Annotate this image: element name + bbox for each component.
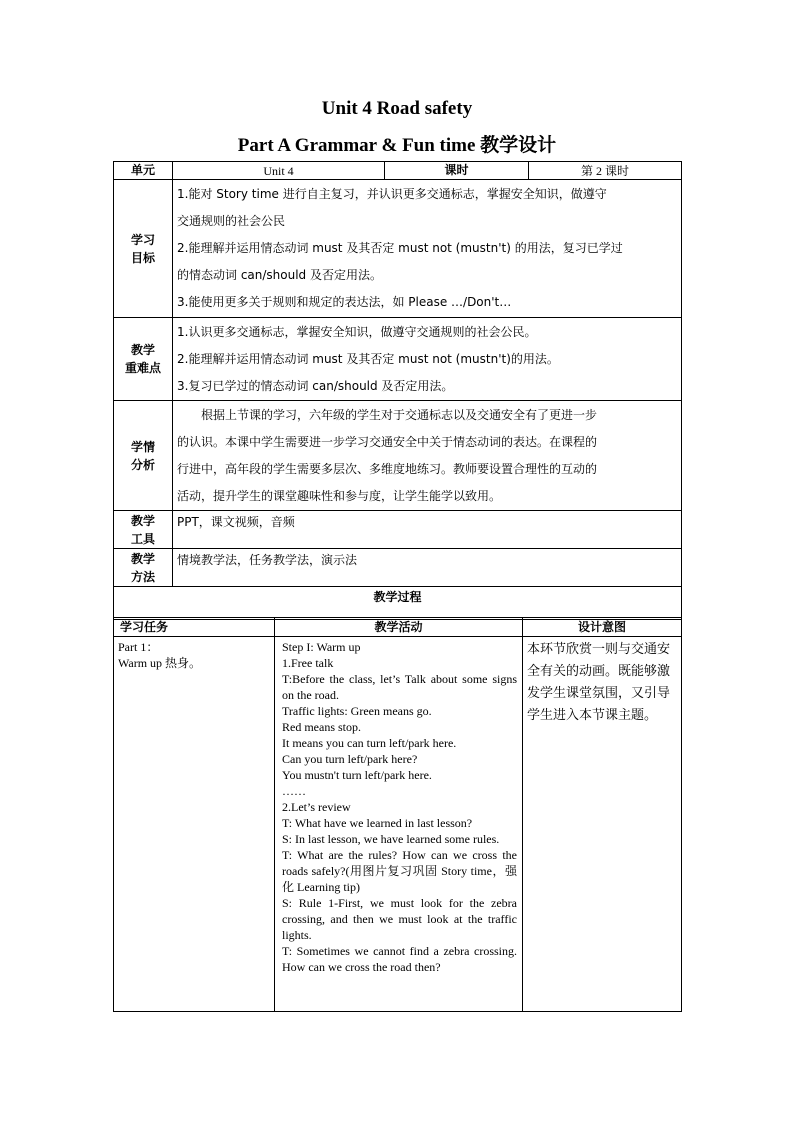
process-row-warm-up xyxy=(114,637,682,1012)
methods-row xyxy=(114,549,682,587)
unit-row xyxy=(114,162,682,180)
document-title: Unit 4 Road safety xyxy=(321,98,473,119)
intent-header: 设计意图 xyxy=(523,618,682,637)
lesson-info-table xyxy=(113,161,682,620)
task-header: 学习任务 xyxy=(114,618,275,637)
objectives-row xyxy=(114,180,682,318)
analysis-row xyxy=(114,401,682,511)
unit-label: 单元 xyxy=(114,162,173,180)
analysis-label: 学情 分析 xyxy=(114,401,173,511)
activity-header: 教学活动 xyxy=(275,618,523,637)
objectives-label: 学习 目标 xyxy=(114,180,173,318)
tools-content: PPT，课文视频，音频 xyxy=(173,511,682,549)
objectives-content: 1.能对 Story time 进行自主复习，并认识更多交通标志，掌握安全知识，做遵守 交通规则的社会公民 2.能理解并运用情态动词 must 及其否定 must not (mustn't) 的用法，复习已学过 的情态动词 can/should 及否定用法。 3.能使用更多关于规则和规定的表达法，如 Please …/Don't… xyxy=(173,180,682,318)
teaching-process-table xyxy=(113,617,682,1012)
key-points-row xyxy=(114,318,682,401)
methods-content: 情境教学法，任务教学法，演示法 xyxy=(173,549,682,587)
task-cell: Part 1： Warm up 热身。 xyxy=(114,637,275,1012)
analysis-content: 根据上节课的学习，六年级的学生对于交通标志以及交通安全有了更进一步 的认识。本课中学生需要进一步学习交通安全中关于情态动词的表达。在课程的 行进中，高年段的学生需要多层次、多维度地练习。教师要设置合理性的互动的 活动，提升学生的课堂趣味性和参与度，让学生能学以致用。 xyxy=(173,401,682,511)
tools-label: 教学 工具 xyxy=(114,511,173,549)
activity-cell: Step I: Warm up 1.Free talk T:Before the class, let’s Talk about some signs on the road. Traffic lights: Green means go. Red means stop. It means you can turn left/park here. Can you turn left/park here? You mustn't turn left/park here. …… 2.Let’s review T: What have we learned in last lesson? S: In last lesson, we have learned some rules. T: What are the rules? How can we cross the roads safely?(用图片复习巩固 Story time，强化 Learning tip) S: Rule 1-First, we must look for the zebra crossing, and then we must look at the traffic lights. T: Sometimes we cannot find a zebra crossing. How can we cross the road then? xyxy=(275,637,523,1012)
process-title-row xyxy=(114,587,682,620)
period-label: 课时 xyxy=(385,162,529,180)
document-subtitle: Part A Grammar & Fun time 教学设计 xyxy=(237,135,557,156)
intent-cell: 本环节欣赏一则与交通安全有关的动画。既能够激发学生课堂氛围，又引导学生进入本节课主题。 xyxy=(523,637,682,1012)
period-value: 第 2 课时 xyxy=(529,162,682,180)
key-points-content: 1.认识更多交通标志，掌握安全知识，做遵守交通规则的社会公民。 2.能理解并运用情态动词 must 及其否定 must not (mustn't)的用法。 3.复习已学过的情态动词 can/should 及否定用法。 xyxy=(173,318,682,401)
methods-label: 教学 方法 xyxy=(114,549,173,587)
process-title: 教学过程 xyxy=(114,587,682,620)
key-points-label: 教学 重难点 xyxy=(114,318,173,401)
process-header-row xyxy=(114,618,682,637)
tools-row xyxy=(114,511,682,549)
unit-value: Unit 4 xyxy=(173,162,385,180)
